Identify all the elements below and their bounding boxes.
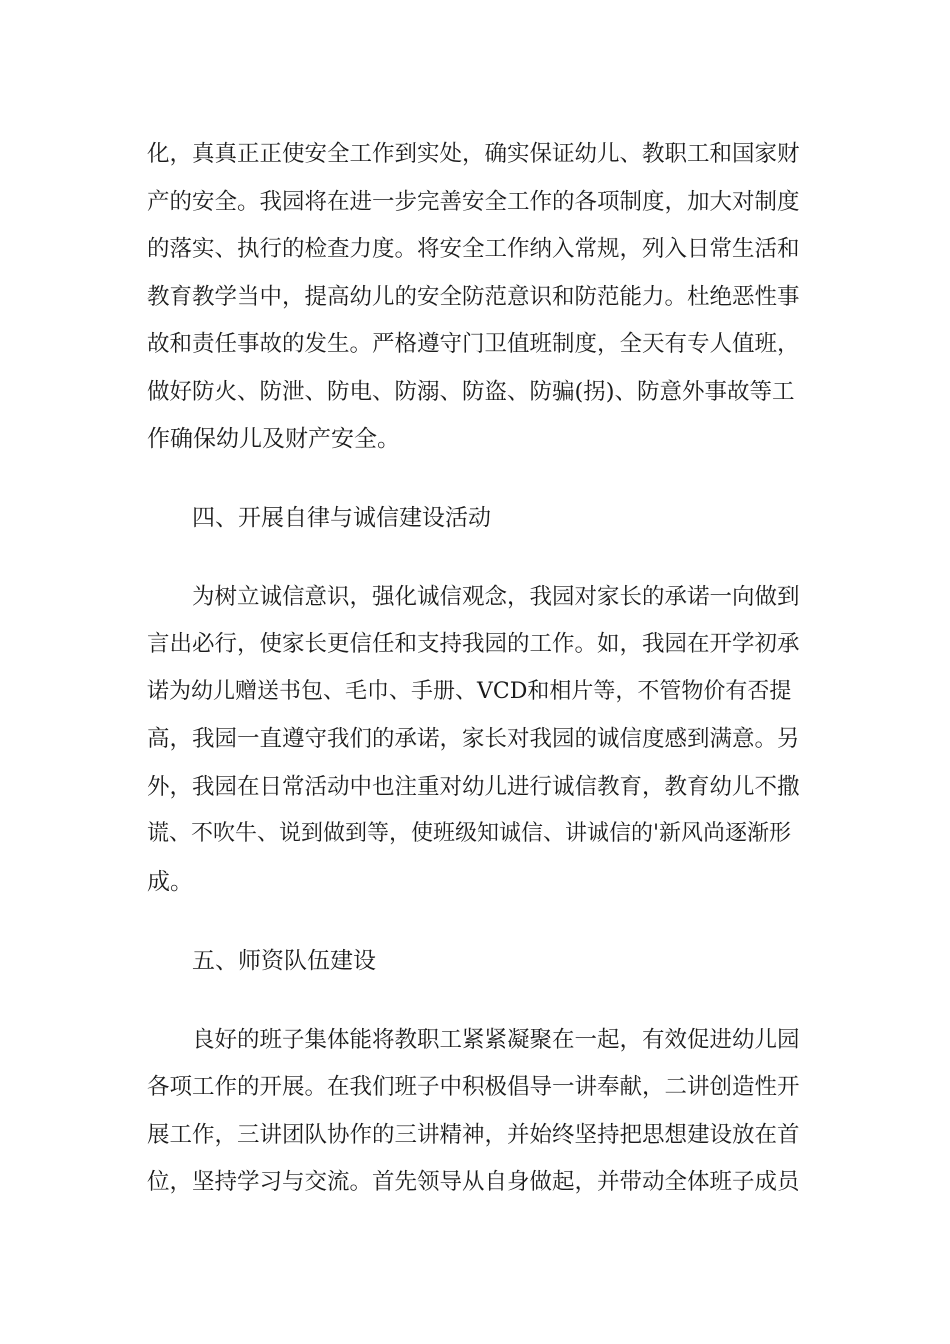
body-text-line: 成。: [147, 869, 193, 895]
body-text-line: 高，我园一直遵守我们的承诺，家长对我园的诚信度感到满意。另: [147, 726, 800, 752]
body-text-line: 展工作，三讲团队协作的三讲精神，并始终坚持把思想建设放在首: [147, 1122, 800, 1148]
body-text-line: 言出必行，使家长更信任和支持我园的工作。如，我园在开学初承: [147, 631, 800, 657]
body-text-line: 作确保幼儿及财产安全。: [147, 426, 400, 452]
body-text-line: 教育教学当中，提高幼儿的安全防范意识和防范能力。杜绝恶性事: [147, 284, 800, 310]
body-text-line: 良好的班子集体能将教职工紧紧凝聚在一起，有效促进幼儿园: [192, 1027, 800, 1053]
body-text-line: 外，我园在日常活动中也注重对幼儿进行诚信教育，教育幼儿不撒: [147, 774, 800, 800]
body-text-line: 位，坚持学习与交流。首先领导从自身做起，并带动全体班子成员: [147, 1169, 800, 1195]
section-heading: 四、开展自律与诚信建设活动: [192, 505, 491, 531]
body-text-line: 为树立诚信意识，强化诚信观念，我园对家长的承诺一向做到: [192, 584, 800, 610]
body-text-line: 诺为幼儿赠送书包、毛巾、手册、VCD和相片等，不管物价有否提: [147, 679, 792, 704]
body-text-line: 化，真真正正使安全工作到实处，确实保证幼儿、教职工和国家财: [147, 141, 800, 167]
section-heading: 五、师资队伍建设: [192, 948, 376, 974]
body-text-line: 各项工作的开展。在我们班子中积极倡导一讲奉献，二讲创造性开: [147, 1074, 800, 1100]
body-text-line: 谎、不吹牛、说到做到等，使班级知诚信、讲诚信的'新风尚逐渐形: [147, 821, 792, 846]
body-text-line: 做好防火、防泄、防电、防溺、防盗、防骗(拐)、防意外事故等工: [147, 379, 795, 405]
body-text-line: 故和责任事故的发生。严格遵守门卫值班制度，全天有专人值班，: [147, 331, 800, 357]
body-text-line: 的落实、执行的检查力度。将安全工作纳入常规，列入日常生活和: [147, 236, 800, 262]
body-text-line: 产的安全。我园将在进一步完善安全工作的各项制度，加大对制度: [147, 189, 800, 215]
